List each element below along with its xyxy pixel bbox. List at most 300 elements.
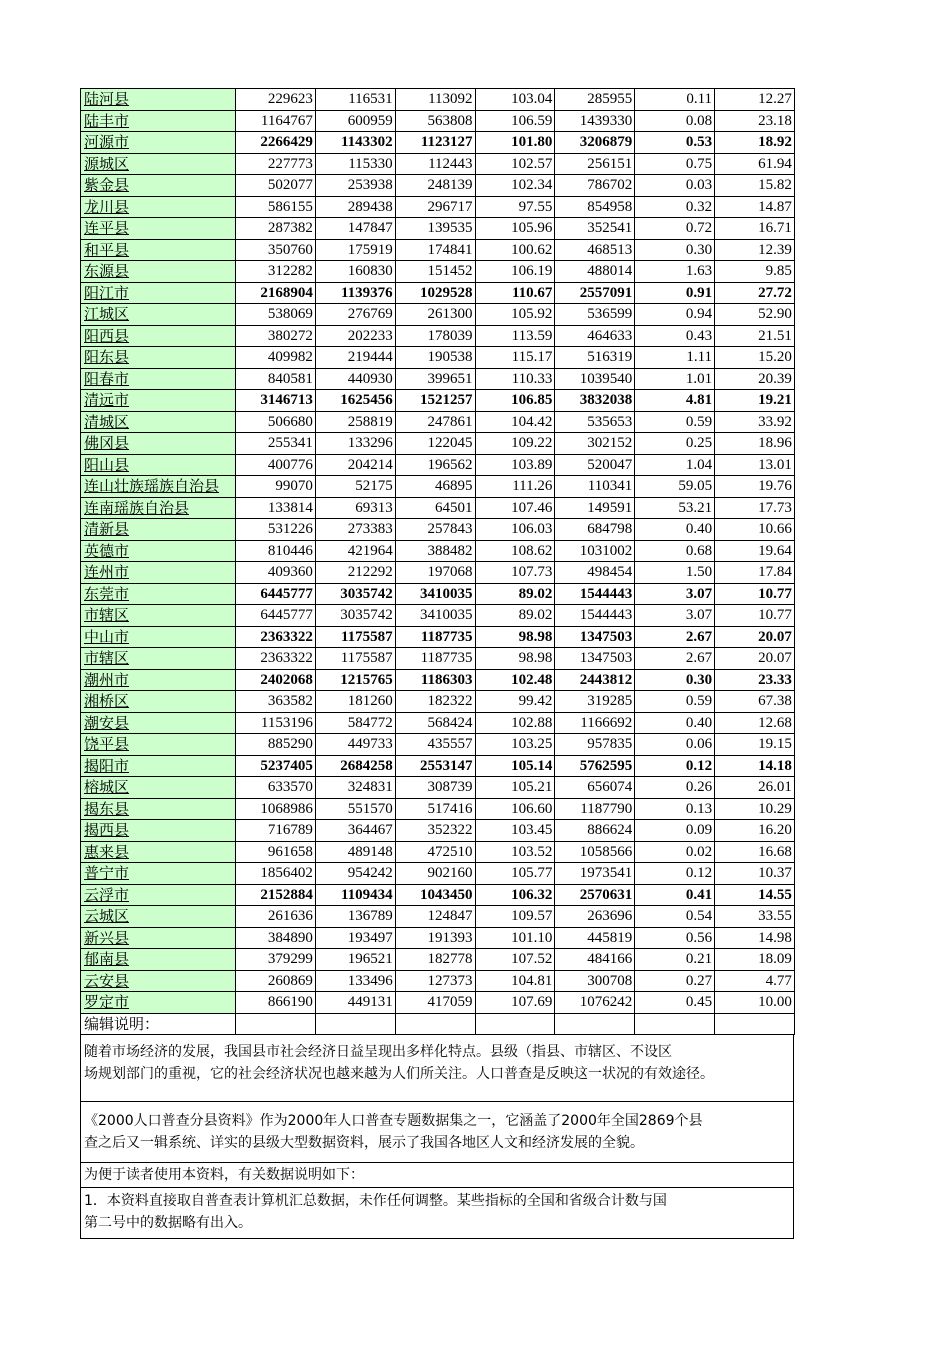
value-cell[interactable]: 0.02	[635, 841, 715, 863]
value-cell[interactable]: 0.40	[635, 712, 715, 734]
value-cell[interactable]: 6445777	[236, 583, 316, 605]
value-cell[interactable]: 110.33	[475, 368, 555, 390]
value-cell[interactable]: 174841	[395, 239, 475, 261]
county-name-cell[interactable]: 佛冈县	[81, 433, 236, 455]
value-cell[interactable]: 563808	[395, 110, 475, 132]
value-cell[interactable]: 472510	[395, 841, 475, 863]
county-name-cell[interactable]: 阳山县	[81, 454, 236, 476]
value-cell[interactable]: 0.30	[635, 669, 715, 691]
value-cell[interactable]: 684798	[555, 519, 635, 541]
value-cell[interactable]: 0.21	[635, 949, 715, 971]
value-cell[interactable]: 0.54	[635, 906, 715, 928]
value-cell[interactable]: 19.21	[715, 390, 795, 412]
value-cell[interactable]: 2.67	[635, 626, 715, 648]
value-cell[interactable]: 106.60	[475, 798, 555, 820]
value-cell[interactable]: 98.98	[475, 648, 555, 670]
county-name-cell[interactable]: 阳春市	[81, 368, 236, 390]
value-cell[interactable]: 1186303	[395, 669, 475, 691]
value-cell[interactable]: 2168904	[236, 282, 316, 304]
value-cell[interactable]: 18.09	[715, 949, 795, 971]
value-cell[interactable]: 10.29	[715, 798, 795, 820]
value-cell[interactable]: 18.96	[715, 433, 795, 455]
value-cell[interactable]: 33.92	[715, 411, 795, 433]
value-cell[interactable]: 445819	[555, 927, 635, 949]
value-cell[interactable]: 0.03	[635, 175, 715, 197]
value-cell[interactable]: 97.55	[475, 196, 555, 218]
value-cell[interactable]: 1.11	[635, 347, 715, 369]
value-cell[interactable]: 954242	[315, 863, 395, 885]
value-cell[interactable]: 10.37	[715, 863, 795, 885]
value-cell[interactable]: 502077	[236, 175, 316, 197]
value-cell[interactable]: 147847	[315, 218, 395, 240]
value-cell[interactable]: 255341	[236, 433, 316, 455]
value-cell[interactable]: 1439330	[555, 110, 635, 132]
value-cell[interactable]: 1187735	[395, 626, 475, 648]
value-cell[interactable]: 2363322	[236, 626, 316, 648]
empty-cell[interactable]	[715, 1013, 795, 1035]
value-cell[interactable]: 3206879	[555, 132, 635, 154]
value-cell[interactable]: 276769	[315, 304, 395, 326]
value-cell[interactable]: 1164767	[236, 110, 316, 132]
value-cell[interactable]: 12.39	[715, 239, 795, 261]
value-cell[interactable]: 319285	[555, 691, 635, 713]
value-cell[interactable]: 902160	[395, 863, 475, 885]
value-cell[interactable]: 109.57	[475, 906, 555, 928]
value-cell[interactable]: 227773	[236, 153, 316, 175]
value-cell[interactable]: 0.26	[635, 777, 715, 799]
value-cell[interactable]: 99070	[236, 476, 316, 498]
value-cell[interactable]: 957835	[555, 734, 635, 756]
county-name-cell[interactable]: 英德市	[81, 540, 236, 562]
value-cell[interactable]: 108.62	[475, 540, 555, 562]
value-cell[interactable]: 9.85	[715, 261, 795, 283]
value-cell[interactable]: 2570631	[555, 884, 635, 906]
value-cell[interactable]: 107.46	[475, 497, 555, 519]
value-cell[interactable]: 488014	[555, 261, 635, 283]
value-cell[interactable]: 107.52	[475, 949, 555, 971]
value-cell[interactable]: 435557	[395, 734, 475, 756]
value-cell[interactable]: 19.76	[715, 476, 795, 498]
county-name-cell[interactable]: 潮安县	[81, 712, 236, 734]
value-cell[interactable]: 106.59	[475, 110, 555, 132]
value-cell[interactable]: 0.91	[635, 282, 715, 304]
county-name-cell[interactable]: 连南瑶族自治县	[81, 497, 236, 519]
value-cell[interactable]: 20.39	[715, 368, 795, 390]
county-name-cell[interactable]: 惠来县	[81, 841, 236, 863]
value-cell[interactable]: 1029528	[395, 282, 475, 304]
county-name-cell[interactable]: 中山市	[81, 626, 236, 648]
value-cell[interactable]: 160830	[315, 261, 395, 283]
value-cell[interactable]: 69313	[315, 497, 395, 519]
county-name-cell[interactable]: 清城区	[81, 411, 236, 433]
empty-cell[interactable]	[475, 1013, 555, 1035]
county-name-cell[interactable]: 揭西县	[81, 820, 236, 842]
value-cell[interactable]: 2402068	[236, 669, 316, 691]
county-name-cell[interactable]: 云城区	[81, 906, 236, 928]
value-cell[interactable]: 1215765	[315, 669, 395, 691]
value-cell[interactable]: 89.02	[475, 605, 555, 627]
county-name-cell[interactable]: 郁南县	[81, 949, 236, 971]
county-name-cell[interactable]: 罗定市	[81, 992, 236, 1014]
county-name-cell[interactable]: 云安县	[81, 970, 236, 992]
value-cell[interactable]: 1166692	[555, 712, 635, 734]
value-cell[interactable]: 263696	[555, 906, 635, 928]
value-cell[interactable]: 212292	[315, 562, 395, 584]
value-cell[interactable]: 2266429	[236, 132, 316, 154]
value-cell[interactable]: 103.89	[475, 454, 555, 476]
value-cell[interactable]: 2443812	[555, 669, 635, 691]
value-cell[interactable]: 363582	[236, 691, 316, 713]
value-cell[interactable]: 273383	[315, 519, 395, 541]
value-cell[interactable]: 122045	[395, 433, 475, 455]
value-cell[interactable]: 551570	[315, 798, 395, 820]
county-name-cell[interactable]: 新兴县	[81, 927, 236, 949]
value-cell[interactable]: 14.18	[715, 755, 795, 777]
value-cell[interactable]: 10.77	[715, 605, 795, 627]
value-cell[interactable]: 1.63	[635, 261, 715, 283]
value-cell[interactable]: 61.94	[715, 153, 795, 175]
value-cell[interactable]: 287382	[236, 218, 316, 240]
value-cell[interactable]: 379299	[236, 949, 316, 971]
value-cell[interactable]: 182778	[395, 949, 475, 971]
value-cell[interactable]: 0.94	[635, 304, 715, 326]
value-cell[interactable]: 886624	[555, 820, 635, 842]
county-name-cell[interactable]: 饶平县	[81, 734, 236, 756]
value-cell[interactable]: 10.66	[715, 519, 795, 541]
value-cell[interactable]: 247861	[395, 411, 475, 433]
value-cell[interactable]: 204214	[315, 454, 395, 476]
value-cell[interactable]: 2.67	[635, 648, 715, 670]
value-cell[interactable]: 350760	[236, 239, 316, 261]
value-cell[interactable]: 1123127	[395, 132, 475, 154]
value-cell[interactable]: 1.04	[635, 454, 715, 476]
value-cell[interactable]: 133296	[315, 433, 395, 455]
value-cell[interactable]: 26.01	[715, 777, 795, 799]
value-cell[interactable]: 449131	[315, 992, 395, 1014]
value-cell[interactable]: 14.87	[715, 196, 795, 218]
value-cell[interactable]: 4.81	[635, 390, 715, 412]
value-cell[interactable]: 151452	[395, 261, 475, 283]
value-cell[interactable]: 1.50	[635, 562, 715, 584]
value-cell[interactable]: 3832038	[555, 390, 635, 412]
value-cell[interactable]: 633570	[236, 777, 316, 799]
value-cell[interactable]: 21.51	[715, 325, 795, 347]
value-cell[interactable]: 12.27	[715, 89, 795, 111]
value-cell[interactable]: 1153196	[236, 712, 316, 734]
county-name-cell[interactable]: 阳西县	[81, 325, 236, 347]
value-cell[interactable]: 5762595	[555, 755, 635, 777]
county-name-cell[interactable]: 东莞市	[81, 583, 236, 605]
value-cell[interactable]: 468513	[555, 239, 635, 261]
value-cell[interactable]: 399651	[395, 368, 475, 390]
value-cell[interactable]: 0.13	[635, 798, 715, 820]
value-cell[interactable]: 516319	[555, 347, 635, 369]
value-cell[interactable]: 1068986	[236, 798, 316, 820]
value-cell[interactable]: 4.77	[715, 970, 795, 992]
county-name-cell[interactable]: 东源县	[81, 261, 236, 283]
value-cell[interactable]: 535653	[555, 411, 635, 433]
value-cell[interactable]: 13.01	[715, 454, 795, 476]
value-cell[interactable]: 0.75	[635, 153, 715, 175]
value-cell[interactable]: 191393	[395, 927, 475, 949]
empty-cell[interactable]	[635, 1013, 715, 1035]
value-cell[interactable]: 113.59	[475, 325, 555, 347]
value-cell[interactable]: 102.57	[475, 153, 555, 175]
value-cell[interactable]: 489148	[315, 841, 395, 863]
value-cell[interactable]: 0.08	[635, 110, 715, 132]
value-cell[interactable]: 16.68	[715, 841, 795, 863]
value-cell[interactable]: 20.07	[715, 648, 795, 670]
value-cell[interactable]: 1031002	[555, 540, 635, 562]
value-cell[interactable]: 105.92	[475, 304, 555, 326]
value-cell[interactable]: 248139	[395, 175, 475, 197]
value-cell[interactable]: 149591	[555, 497, 635, 519]
value-cell[interactable]: 104.42	[475, 411, 555, 433]
value-cell[interactable]: 1973541	[555, 863, 635, 885]
value-cell[interactable]: 568424	[395, 712, 475, 734]
value-cell[interactable]: 101.80	[475, 132, 555, 154]
value-cell[interactable]: 3035742	[315, 583, 395, 605]
value-cell[interactable]: 0.12	[635, 863, 715, 885]
value-cell[interactable]: 18.92	[715, 132, 795, 154]
value-cell[interactable]: 124847	[395, 906, 475, 928]
value-cell[interactable]: 27.72	[715, 282, 795, 304]
value-cell[interactable]: 107.69	[475, 992, 555, 1014]
value-cell[interactable]: 1544443	[555, 583, 635, 605]
county-name-cell[interactable]: 连州市	[81, 562, 236, 584]
value-cell[interactable]: 103.52	[475, 841, 555, 863]
county-name-cell[interactable]: 云浮市	[81, 884, 236, 906]
value-cell[interactable]: 0.25	[635, 433, 715, 455]
value-cell[interactable]: 182322	[395, 691, 475, 713]
value-cell[interactable]: 1058566	[555, 841, 635, 863]
value-cell[interactable]: 219444	[315, 347, 395, 369]
value-cell[interactable]: 352541	[555, 218, 635, 240]
value-cell[interactable]: 0.43	[635, 325, 715, 347]
value-cell[interactable]: 107.73	[475, 562, 555, 584]
value-cell[interactable]: 12.68	[715, 712, 795, 734]
value-cell[interactable]: 1175587	[315, 626, 395, 648]
value-cell[interactable]: 102.48	[475, 669, 555, 691]
value-cell[interactable]: 14.98	[715, 927, 795, 949]
value-cell[interactable]: 0.12	[635, 755, 715, 777]
value-cell[interactable]: 196562	[395, 454, 475, 476]
county-name-cell[interactable]: 榕城区	[81, 777, 236, 799]
value-cell[interactable]: 289438	[315, 196, 395, 218]
value-cell[interactable]: 1043450	[395, 884, 475, 906]
value-cell[interactable]: 0.72	[635, 218, 715, 240]
county-name-cell[interactable]: 陆河县	[81, 89, 236, 111]
value-cell[interactable]: 364467	[315, 820, 395, 842]
value-cell[interactable]: 409982	[236, 347, 316, 369]
value-cell[interactable]: 102.34	[475, 175, 555, 197]
county-name-cell[interactable]: 河源市	[81, 132, 236, 154]
value-cell[interactable]: 1175587	[315, 648, 395, 670]
value-cell[interactable]: 109.22	[475, 433, 555, 455]
value-cell[interactable]: 16.20	[715, 820, 795, 842]
value-cell[interactable]: 133814	[236, 497, 316, 519]
county-name-cell[interactable]: 紫金县	[81, 175, 236, 197]
value-cell[interactable]: 23.33	[715, 669, 795, 691]
county-name-cell[interactable]: 湘桥区	[81, 691, 236, 713]
value-cell[interactable]: 0.27	[635, 970, 715, 992]
county-name-cell[interactable]: 源城区	[81, 153, 236, 175]
value-cell[interactable]: 300708	[555, 970, 635, 992]
value-cell[interactable]: 2553147	[395, 755, 475, 777]
value-cell[interactable]: 885290	[236, 734, 316, 756]
empty-cell[interactable]	[395, 1013, 475, 1035]
value-cell[interactable]: 46895	[395, 476, 475, 498]
value-cell[interactable]: 538069	[236, 304, 316, 326]
value-cell[interactable]: 517416	[395, 798, 475, 820]
value-cell[interactable]: 0.06	[635, 734, 715, 756]
value-cell[interactable]: 33.55	[715, 906, 795, 928]
value-cell[interactable]: 260869	[236, 970, 316, 992]
value-cell[interactable]: 0.40	[635, 519, 715, 541]
value-cell[interactable]: 110341	[555, 476, 635, 498]
value-cell[interactable]: 104.81	[475, 970, 555, 992]
value-cell[interactable]: 19.15	[715, 734, 795, 756]
value-cell[interactable]: 1.01	[635, 368, 715, 390]
value-cell[interactable]: 261636	[236, 906, 316, 928]
value-cell[interactable]: 53.21	[635, 497, 715, 519]
value-cell[interactable]: 2557091	[555, 282, 635, 304]
value-cell[interactable]: 1187790	[555, 798, 635, 820]
value-cell[interactable]: 5237405	[236, 755, 316, 777]
value-cell[interactable]: 3.07	[635, 605, 715, 627]
value-cell[interactable]: 409360	[236, 562, 316, 584]
value-cell[interactable]: 285955	[555, 89, 635, 111]
value-cell[interactable]: 256151	[555, 153, 635, 175]
value-cell[interactable]: 115330	[315, 153, 395, 175]
value-cell[interactable]: 52175	[315, 476, 395, 498]
value-cell[interactable]: 105.77	[475, 863, 555, 885]
value-cell[interactable]: 296717	[395, 196, 475, 218]
value-cell[interactable]: 19.64	[715, 540, 795, 562]
value-cell[interactable]: 10.77	[715, 583, 795, 605]
value-cell[interactable]: 20.07	[715, 626, 795, 648]
value-cell[interactable]: 380272	[236, 325, 316, 347]
value-cell[interactable]: 15.20	[715, 347, 795, 369]
value-cell[interactable]: 105.96	[475, 218, 555, 240]
value-cell[interactable]: 113092	[395, 89, 475, 111]
county-name-cell[interactable]: 阳东县	[81, 347, 236, 369]
value-cell[interactable]: 102.88	[475, 712, 555, 734]
value-cell[interactable]: 261300	[395, 304, 475, 326]
value-cell[interactable]: 1143302	[315, 132, 395, 154]
value-cell[interactable]: 384890	[236, 927, 316, 949]
value-cell[interactable]: 17.84	[715, 562, 795, 584]
value-cell[interactable]: 324831	[315, 777, 395, 799]
value-cell[interactable]: 0.11	[635, 89, 715, 111]
value-cell[interactable]: 1521257	[395, 390, 475, 412]
value-cell[interactable]: 139535	[395, 218, 475, 240]
value-cell[interactable]: 14.55	[715, 884, 795, 906]
value-cell[interactable]: 866190	[236, 992, 316, 1014]
value-cell[interactable]: 103.25	[475, 734, 555, 756]
value-cell[interactable]: 2684258	[315, 755, 395, 777]
value-cell[interactable]: 656074	[555, 777, 635, 799]
county-name-cell[interactable]: 连平县	[81, 218, 236, 240]
value-cell[interactable]: 0.53	[635, 132, 715, 154]
value-cell[interactable]: 961658	[236, 841, 316, 863]
value-cell[interactable]: 23.18	[715, 110, 795, 132]
value-cell[interactable]: 308739	[395, 777, 475, 799]
value-cell[interactable]: 440930	[315, 368, 395, 390]
value-cell[interactable]: 229623	[236, 89, 316, 111]
value-cell[interactable]: 786702	[555, 175, 635, 197]
county-name-cell[interactable]: 揭阳市	[81, 755, 236, 777]
value-cell[interactable]: 1109434	[315, 884, 395, 906]
empty-cell[interactable]	[315, 1013, 395, 1035]
value-cell[interactable]: 111.26	[475, 476, 555, 498]
county-name-cell[interactable]: 陆丰市	[81, 110, 236, 132]
value-cell[interactable]: 105.21	[475, 777, 555, 799]
value-cell[interactable]: 3410035	[395, 605, 475, 627]
value-cell[interactable]: 103.45	[475, 820, 555, 842]
value-cell[interactable]: 59.05	[635, 476, 715, 498]
value-cell[interactable]: 464633	[555, 325, 635, 347]
value-cell[interactable]: 1347503	[555, 648, 635, 670]
value-cell[interactable]: 388482	[395, 540, 475, 562]
value-cell[interactable]: 400776	[236, 454, 316, 476]
value-cell[interactable]: 1139376	[315, 282, 395, 304]
value-cell[interactable]: 257843	[395, 519, 475, 541]
county-name-cell[interactable]: 连山壮族瑶族自治县	[81, 476, 236, 498]
value-cell[interactable]: 0.09	[635, 820, 715, 842]
value-cell[interactable]: 103.04	[475, 89, 555, 111]
value-cell[interactable]: 584772	[315, 712, 395, 734]
value-cell[interactable]: 106.19	[475, 261, 555, 283]
value-cell[interactable]: 116531	[315, 89, 395, 111]
value-cell[interactable]: 197068	[395, 562, 475, 584]
value-cell[interactable]: 3.07	[635, 583, 715, 605]
value-cell[interactable]: 484166	[555, 949, 635, 971]
value-cell[interactable]: 0.59	[635, 691, 715, 713]
value-cell[interactable]: 101.10	[475, 927, 555, 949]
value-cell[interactable]: 1076242	[555, 992, 635, 1014]
county-name-cell[interactable]: 清远市	[81, 390, 236, 412]
value-cell[interactable]: 449733	[315, 734, 395, 756]
value-cell[interactable]: 506680	[236, 411, 316, 433]
value-cell[interactable]: 1544443	[555, 605, 635, 627]
value-cell[interactable]: 0.59	[635, 411, 715, 433]
value-cell[interactable]: 0.32	[635, 196, 715, 218]
value-cell[interactable]: 98.98	[475, 626, 555, 648]
value-cell[interactable]: 421964	[315, 540, 395, 562]
county-name-cell[interactable]: 潮州市	[81, 669, 236, 691]
value-cell[interactable]: 106.85	[475, 390, 555, 412]
value-cell[interactable]: 67.38	[715, 691, 795, 713]
value-cell[interactable]: 99.42	[475, 691, 555, 713]
value-cell[interactable]: 3146713	[236, 390, 316, 412]
value-cell[interactable]: 1187735	[395, 648, 475, 670]
value-cell[interactable]: 175919	[315, 239, 395, 261]
empty-cell[interactable]	[236, 1013, 316, 1035]
value-cell[interactable]: 258819	[315, 411, 395, 433]
value-cell[interactable]: 810446	[236, 540, 316, 562]
value-cell[interactable]: 352322	[395, 820, 475, 842]
value-cell[interactable]: 127373	[395, 970, 475, 992]
value-cell[interactable]: 0.56	[635, 927, 715, 949]
value-cell[interactable]: 106.32	[475, 884, 555, 906]
county-name-cell[interactable]: 清新县	[81, 519, 236, 541]
county-name-cell[interactable]: 揭东县	[81, 798, 236, 820]
value-cell[interactable]: 193497	[315, 927, 395, 949]
value-cell[interactable]: 110.67	[475, 282, 555, 304]
value-cell[interactable]: 3410035	[395, 583, 475, 605]
value-cell[interactable]: 181260	[315, 691, 395, 713]
